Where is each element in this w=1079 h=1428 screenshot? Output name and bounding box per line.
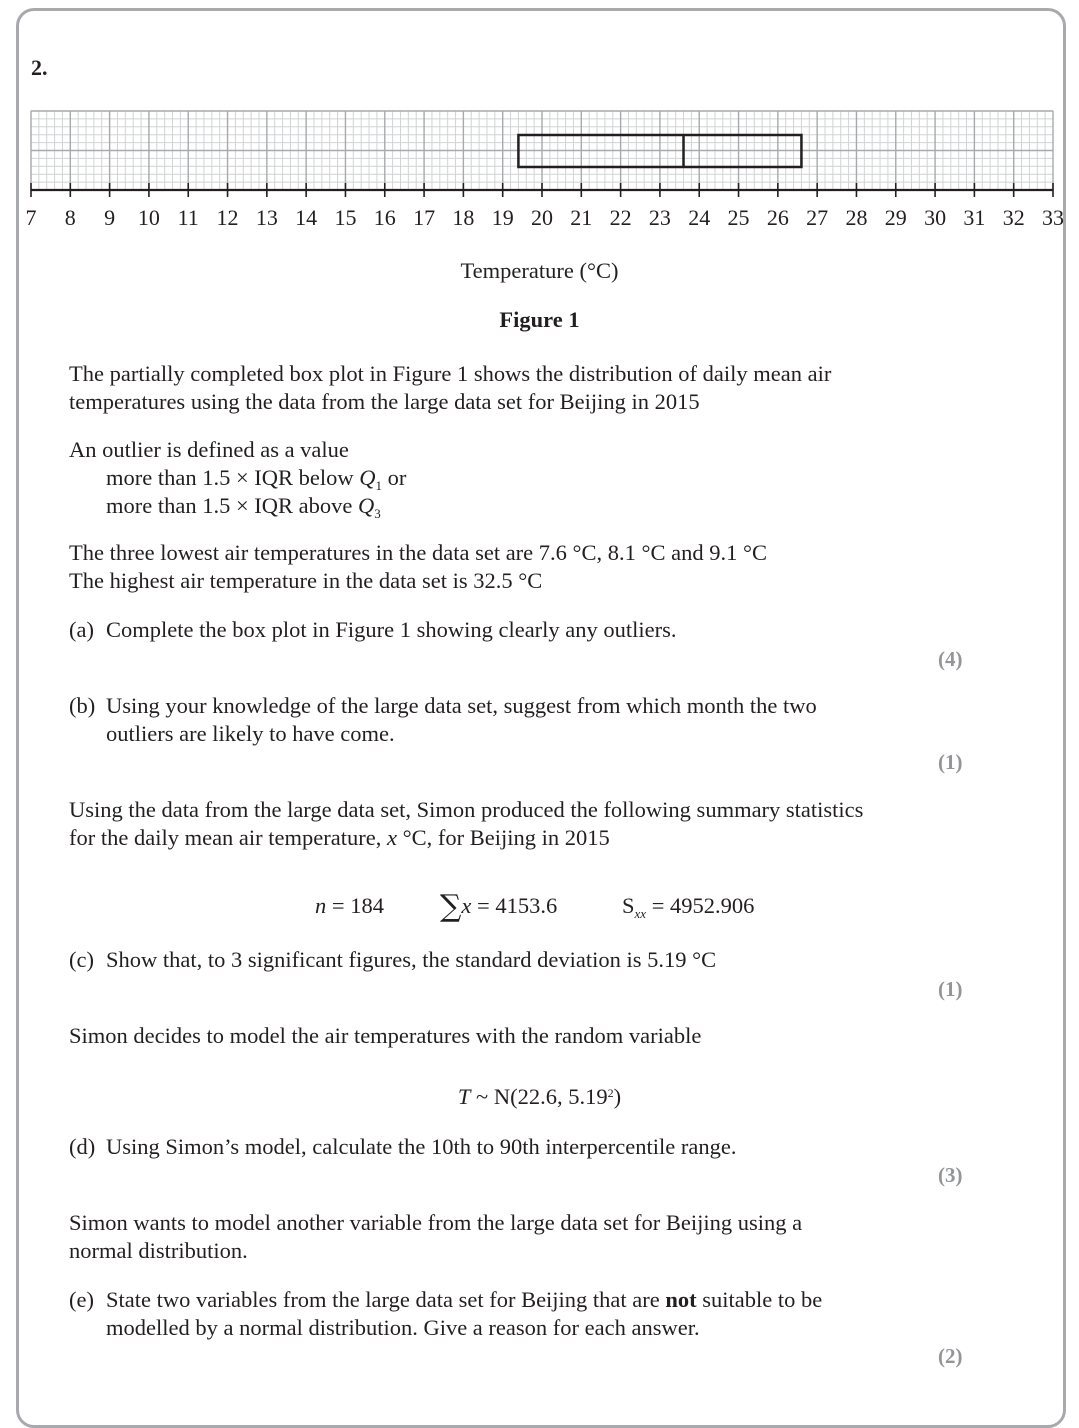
model-text: Simon decides to model the air temperatures with the random variable xyxy=(69,1023,702,1048)
part-a-text: Complete the box plot in Figure 1 showing clearly any outliers. xyxy=(106,617,677,642)
tick-label: 20 xyxy=(531,205,553,230)
stat-sum-x: ∑x = 4153.6 xyxy=(440,889,558,924)
tick-label: 27 xyxy=(806,205,829,230)
part-c-label: (c) xyxy=(69,947,94,972)
tick-label: 33 xyxy=(1042,205,1064,230)
tick-label: 32 xyxy=(1002,205,1025,230)
question-number: 2. xyxy=(31,55,48,80)
tick-label: 28 xyxy=(845,205,868,230)
tick-label: 23 xyxy=(648,205,671,230)
part-c-text: Show that, to 3 significant figures, the standard deviation is 5.19 °C xyxy=(106,947,717,972)
outlier-definition-line-2: more than 1.5 × IQR below $Q_1$ or xyxy=(106,465,407,493)
part-b-marks: (1) xyxy=(938,750,963,774)
normal-line-2: normal distribution. xyxy=(69,1238,248,1263)
tick-label: 8 xyxy=(64,205,76,230)
box-plot-figure xyxy=(0,100,1079,235)
intro-line-2: temperatures using the data from the large data set for Beijing in 2015 xyxy=(69,389,700,414)
tick-label: 9 xyxy=(104,205,116,230)
part-b-line-2: outliers are likely to have come. xyxy=(106,721,395,746)
tick-label: 14 xyxy=(295,205,318,230)
stat-sxx: $S_{xx} = 4952.906$ xyxy=(622,893,755,921)
tick-label: 15 xyxy=(334,205,357,230)
axis-label: Temperature (°C) xyxy=(460,258,619,283)
part-a-marks: (4) xyxy=(938,647,963,671)
tick-label: 12 xyxy=(216,205,239,230)
axis-tick-labels xyxy=(26,205,1065,230)
part-e-marks: (2) xyxy=(938,1344,963,1368)
stat-n: n = 184 xyxy=(315,893,384,918)
intro-line-1: The partially completed box plot in Figure 1 shows the distribution of daily mean air xyxy=(69,361,832,386)
part-d-text: Using Simon’s model, calculate the 10th to 90th interpercentile range. xyxy=(106,1134,737,1159)
part-d-label: (d) xyxy=(69,1134,96,1159)
outlier-definition-line-3: more than 1.5 × IQR above $Q_3$ xyxy=(106,493,381,521)
tick-label: 24 xyxy=(688,205,711,230)
data-facts-line-2: The highest air temperature in the data set is 32.5 °C xyxy=(69,568,543,593)
outlier-definition-line-1: An outlier is defined as a value xyxy=(69,437,349,462)
normal-line-1: Simon wants to model another variable from the large data set for Beijing using a xyxy=(69,1210,803,1235)
tick-label: 16 xyxy=(373,205,396,230)
tick-label: 30 xyxy=(924,205,947,230)
tick-label: 10 xyxy=(137,205,160,230)
data-facts-line-1: The three lowest air temperatures in the data set are 7.6 °C, 8.1 °C and 9.1 °C xyxy=(69,540,768,565)
part-e-line-1: State two variables from the large data set for Beijing that are not suitable to be xyxy=(106,1287,823,1312)
part-b-label: (b) xyxy=(69,693,96,718)
tick-label: 22 xyxy=(609,205,632,230)
tick-label: 13 xyxy=(255,205,278,230)
figure-caption: Figure 1 xyxy=(499,307,580,332)
part-e-label: (e) xyxy=(69,1287,94,1312)
tick-label: 29 xyxy=(884,205,907,230)
part-b-line-1: Using your knowledge of the large data set, suggest from which month the two xyxy=(106,693,817,718)
tick-label: 25 xyxy=(727,205,750,230)
tick-label: 18 xyxy=(452,205,475,230)
tick-label: 26 xyxy=(766,205,789,230)
part-c-marks: (1) xyxy=(938,977,963,1001)
summary-line-2: for the daily mean air temperature, x °C, for Beijing in 2015 xyxy=(69,825,610,850)
tick-label: 31 xyxy=(963,205,986,230)
part-e-line-2: modelled by a normal distribution. Give a reason for each answer. xyxy=(106,1315,700,1340)
part-d-marks: (3) xyxy=(938,1163,963,1187)
model-distribution: T ~ N(22.6, 5.19$^2$) xyxy=(457,1084,622,1109)
part-a-label: (a) xyxy=(69,617,94,642)
tick-label: 11 xyxy=(177,205,199,230)
summary-line-1: Using the data from the large data set, Simon produced the following summary statistics xyxy=(69,797,864,822)
tick-label: 17 xyxy=(413,205,436,230)
tick-label: 7 xyxy=(25,205,37,230)
tick-label: 19 xyxy=(491,205,514,230)
tick-label: 21 xyxy=(570,205,593,230)
